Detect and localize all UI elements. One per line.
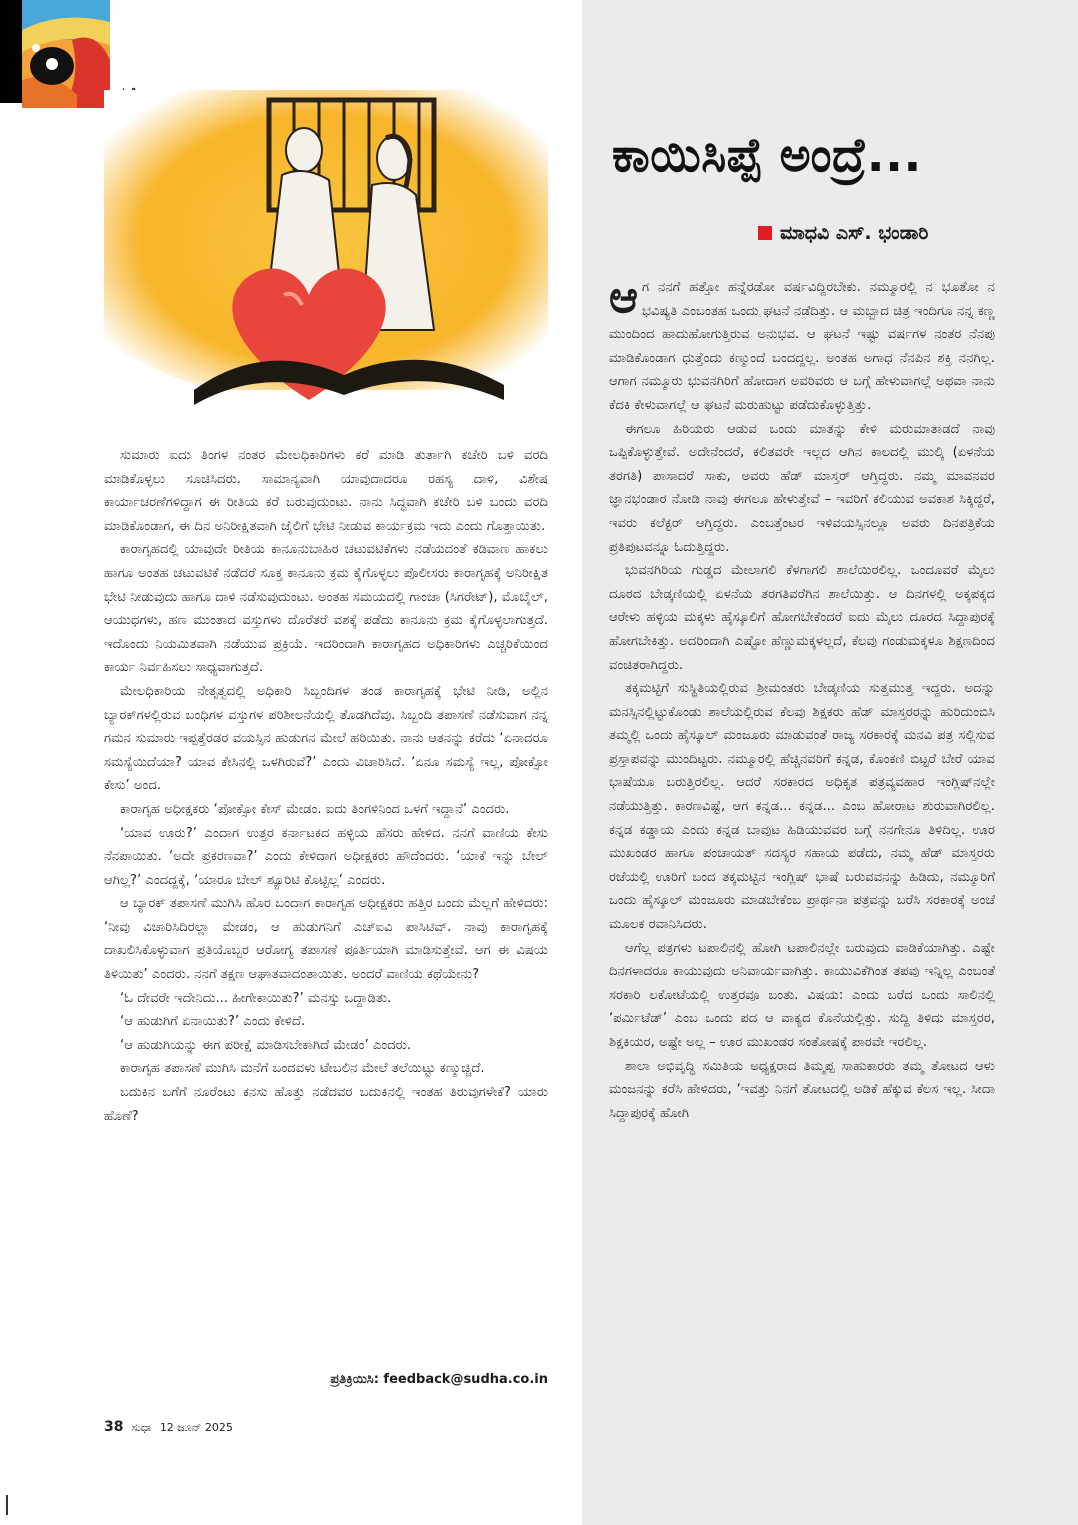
left-paragraph: ಬದುಕಿನ ಬಗೆಗೆ ನೂರೆಂಟು ಕನಸು ಹೊತ್ತು ನಡೆದವರ ಬದುಕಿನಲ್ಲಿ ಇಂತಹ ತಿರುವುಗಳೇಕೆ? ಯಾರು ಹೊಣೆ? (104, 1085, 548, 1124)
crop-mark (6, 1495, 8, 1515)
opening-paragraph (609, 272, 995, 418)
issue-date: 12 ಜೂನ್ 2025 (159, 1421, 233, 1434)
right-paragraph: ಈಗಲೂ ಹಿರಿಯರು ಆಡುವ ಒಂದು ಮಾತನ್ನು ಕೇಳಿ ಮರುಮಾತಾಡದೆ ನಾವು ಒಪ್ಪಿಕೊಳ್ಳುತ್ತೇವೆ. ಅದೇನೆಂದರೆ, ಕಲಿತವರೇ ಇಲ್ಲದ ಆಗಿನ ಕಾಲದಲ್ಲಿ ಮುಲ್ಕಿ (ಏಳನೆಯ ತರಗತಿ) ಪಾಸಾದರೆ ಸಾಕು, ಅವರು ಹೆಡ್ ಮಾಸ್ತರ್ ಆಗ್ತಿದ್ದರು. ನಮ್ಮ ಮಾವನವರ ಜ್ಞಾನಭಂಡಾರ ನೋಡಿ ನಾವು ಈಗಲೂ ಹೇಳುತ್ತೇವೆ – ಇವರಿಗೆ ಕಲಿಯುವ ಅವಕಾಶ ಸಿಕ್ಕಿದ್ದರೆ, ಇವರು ಕಲೆಕ್ಟರ್ ಆಗ್ತಿದ್ದರು. ಎಂಬತ್ತೆಂಟರ ಇಳಿವಯಸ್ಸಿನಲ್ಲೂ ಅವರು ದಿನಪತ್ರಿಕೆಯ ಪ್ರತಿಪುಟವನ್ನೂ ಓದುತ್ತಿದ್ದರು. (609, 421, 995, 555)
red-square-icon (758, 226, 772, 240)
left-paragraph: ಆ ಬ್ಯಾರಕ್ ತಪಾಸಣೆ ಮುಗಿಸಿ ಹೊರ ಬಂದಾಗ ಕಾರಾಗೃಹ ಅಧೀಕ್ಷಕರು ಹತ್ತಿರ ಬಂದು ಮೆಲ್ಲಗೆ ಹೇಳಿದರು: ‘ನೀವು ವಿಚಾರಿಸಿದಿರಲ್ಲಾ ಮೇಡಂ, ಆ ಹುಡುಗನಿಗೆ ಎಚ್‌ಐವಿ ಪಾಸಿಟಿವ್. ನಾವು ಕಾರಾಗೃಹಕ್ಕೆ ದಾಖಲಿಸಿಕೊಳ್ಳುವಾಗ ಪ್ರತಿಯೊಬ್ಬರ ಆರೋಗ್ಯ ತಪಾಸಣೆ ಪೂರ್ತಿಯಾಗಿ ಮಾಡಿಸುತ್ತೇವೆ. ಆಗ ಈ ವಿಷಯ ತಿಳಿಯಿತು’ ಎಂದರು. ನನಗೆ ತಕ್ಷಣ ಆಘಾತವಾದಂತಾಯಿತು. ಅಂದರೆ ವಾಣಿಯ ಕಥೆಯೇನು? (104, 896, 548, 983)
left-paragraph: ಕಾರಾಗೃಹದಲ್ಲಿ ಯಾವುದೇ ರೀತಿಯ ಕಾನೂನುಬಾಹಿರ ಚಟುವಟಿಕೆಗಳು ನಡೆಯದಂತೆ ಕಡಿವಾಣ ಹಾಕಲು ಹಾಗೂ ಅಂತಹ ಚಟುವಟಿಕೆ ನಡೆದರೆ ಸೂಕ್ತ ಕಾನೂನು ಕ್ರಮ ಕೈಗೊಳ್ಳಲು ಪೊಲೀಸರು ಕಾರಾಗೃಹಕ್ಕೆ ಅನಿರೀಕ್ಷಿತ ಭೇಟಿ ನೀಡುವುದು ಹಾಗೂ ದಾಳಿ ನಡೆಸುವುದುಂಟು. ಅಂತಹ ಸಮಯದಲ್ಲಿ ಗಾಂಜಾ (ಸಿಗರೇಟ್), ಮೊಬೈಲ್, ಆಯುಧಗಳು, ಹಣ ಮುಂತಾದ ವಸ್ತುಗಳು ದೊರೆತರೆ ವಶಕ್ಕೆ ಪಡೆದು ಕಾನೂನು ಕ್ರಮ ಕೈಗೊಳ್ಳಲಾಗುತ್ತದೆ. ಇದೊಂದು ನಿಯಮಿತವಾಗಿ ನಡೆಯುವ ಪ್ರಕ್ರಿಯೆ. ಇದರಿಂದಾಗಿ ಕಾರಾಗೃಹದ ಅಧಿಕಾರಿಗಳು ಎಚ್ಚರಿಕೆಯಿಂದ ಕಾರ್ಯ ನಿರ್ವಹಿಸಲು ಸಾಧ್ಯವಾಗುತ್ತದೆ. (104, 542, 548, 676)
left-paragraph: ‘ಯಾವ ಊರು?’ ಎಂದಾಗ ಉತ್ತರ ಕರ್ನಾಟಕದ ಹಳ್ಳಿಯ ಹೆಸರು ಹೇಳಿದ. ನನಗೆ ವಾಣಿಯ ಕೇಸು ನೆನಪಾಯಿತು. ‘ಅದೇ ಪ್ರಕರಣವಾ?’ ಎಂದು ಕೇಳಿದಾಗ ಅಧೀಕ್ಷಕರು ಹೌದೆಂದರು. ‘ಯಾಕೆ ಇನ್ನು ಬೇಲ್ ಆಗಿಲ್ಲ?’ ಎಂದದ್ದಕ್ಕೆ, ‘ಯಾರೂ ಬೇಲ್ ಶ್ಯೂರಿಟಿ ಕೊಟ್ಟಿಲ್ಲ’ ಎಂದರು. (104, 825, 548, 888)
left-paragraph: ‘ಆ ಹುಡುಗಿಯನ್ನು ಈಗ ಪರೀಕ್ಷೆ ಮಾಡಿಸಬೇಕಾಗಿದೆ ಮೇಡಂ’ ಎಂದರು. (120, 1037, 412, 1053)
section-logo (22, 0, 110, 108)
right-column (609, 272, 995, 1125)
opening-text: ಗ ನನಗೆ ಹತ್ತೋ ಹನ್ನೆರಡೋ ವರ್ಷವಿದ್ದಿರಬೇಕು. ನಮ್ಮೂರಲ್ಲಿ ನ ಭೂತೋ ನ ಭವಿಷ್ಯತಿ ಎಂಬಂತಹ ಒಂದು ಘಟನೆ ನಡೆದಿತ್ತು. ಆ ಮಬ್ಬಾದ ಚಿತ್ರ ಇಂದಿಗೂ ನನ್ನ ಕಣ್ಣ ಮುಂದಿಂದ ಹಾದುಹೋಗುತ್ತಿರುವ ಅನುಭವ. ಆ ಘಟನೆ ಇಷ್ಟು ವರ್ಷಗಳ ನಂತರ ನೆನಪು ಮಾಡಿಕೊಂಡಾಗ ಧುತ್ತೆಂದು ಕಣ್ಮುಂದೆ ಬಂದದ್ದಲ್ಲ. ಅಂತಹ ಅಗಾಧ ನೆನಪಿನ ಶಕ್ತಿ ನನಗಿಲ್ಲ. ಆಗಾಗ ನಮ್ಮೂರು ಭುವನಗಿರಿಗೆ ಹೋದಾಗ ಅವರಿವರು ಆ ಬಗ್ಗೆ ಹೇಳುವಾಗಲ್ಲೆ ಅಥವಾ ನಾನು ಕೆದಕಿ ಕೇಳುವಾಗಲ್ಲೆ ಆ ಘಟನೆ ಮರುಹುಟ್ಟು ಪಡೆದುಕೊಳ್ಳುತ್ತಿತ್ತು. (609, 280, 995, 413)
right-paragraph: ಭುವನಗಿರಿಯ ಗುಡ್ಡದ ಮೇಲಾಗಲಿ ಕೆಳಗಾಗಲಿ ಶಾಲೆಯಿರಲಿಲ್ಲ. ಒಂದೂವರೆ ಮೈಲು ದೂರದ ಬೇಡ್ಕಣಿಯಲ್ಲಿ ಏಳನೆಯ ತರಗತಿವರೆಗಿನ ಶಾಲೆಯಿತ್ತು. ಆ ದಿನಗಳಲ್ಲಿ ಅಕ್ಕಪಕ್ಕದ ಆರೇಳು ಹಳ್ಳಿಯ ಮಕ್ಕಳು ಹೈಸ್ಕೂಲಿಗೆ ಹೋಗಬೇಕೆಂದರೆ ಐದು ಮೈಲು ದೂರದ ಸಿದ್ದಾಪುರಕ್ಕೆ ಹೋಗಬೇಕಿತ್ತು. ಅದರಿಂದಾಗಿ ಎಷ್ಟೋ ಹೆಣ್ಣುಮಕ್ಕಳಲ್ಲದೆ, ಕೆಲವು ಗಂಡುಮಕ್ಕಳೂ ಶಿಕ್ಷಣದಿಂದ ವಂಚಿತರಾಗಿದ್ದರು. (609, 563, 995, 673)
left-paragraph: ಮೇಲಧಿಕಾರಿಯ ನೇತೃತ್ವದಲ್ಲಿ ಅಧಿಕಾರಿ ಸಿಬ್ಬಂದಿಗಳ ತಂಡ ಕಾರಾಗೃಹಕ್ಕೆ ಭೇಟಿ ನೀಡಿ, ಅಲ್ಲಿನ ಬ್ಯಾರಕ್‌ಗಳಲ್ಲಿರುವ ಬಂಧಿಗಳ ವಸ್ತುಗಳ ಪರಿಶೀಲನೆಯಲ್ಲಿ ತೊಡಗಿದೆವು. ಸಿಬ್ಬಂದಿ ತಪಾಸಣೆ ನಡೆಸುವಾಗ ನನ್ನ ಗಮನ ಸುಮಾರು ಇಪ್ಪತ್ತೆರಡರ ವಯಸ್ಸಿನ ಹುಡುಗನ ಮೇಲೆ ಹರಿಯಿತು. ನಾನು ಆತನನ್ನು ಕರೆದು ‘ಏನಾದರೂ ಸಮಸ್ಯೆಯಿದೆಯಾ? ಯಾವ ಕೇಸಿನಲ್ಲಿ ಒಳಗಿರುವೆ?’ ಎಂದು ವಿಚಾರಿಸಿದೆ. ‘ಏನೂ ಸಮಸ್ಯೆ ಇಲ್ಲ, ಪೋಕ್ಸೋ ಕೇಸು’ ಅಂದ. (104, 683, 548, 794)
right-paragraph: ತಕ್ಕಮಟ್ಟಿಗೆ ಸುಸ್ಥಿತಿಯಲ್ಲಿರುವ ಶ್ರೀಮಂತರು ಬೇಡ್ಕಣಿಯ ಸುತ್ತಮುತ್ತ ಇದ್ದರು. ಅದನ್ನು ಮನಸ್ಸಿನಲ್ಲಿಟ್ಟುಕೊಂಡು ಶಾಲೆಯಲ್ಲಿರುವ ಕೆಲವು ಶಿಕ್ಷಕರು ಹೆಡ್ ಮಾಸ್ತರರನ್ನು ಹುರಿದುಂಬಿಸಿ ತಮ್ಮಲ್ಲಿ ಒಂದು ಹೈಸ್ಕೂಲ್ ಮಂಜೂರು ಮಾಡುವಂತೆ ರಾಜ್ಯ ಸರಕಾರಕ್ಕೆ ಮನವಿ ಪತ್ರ ಸಲ್ಲಿಸುವ ಪ್ರಸ್ತಾಪವನ್ನು ಮುಂದಿಟ್ಟರು. ನಮ್ಮೂರಲ್ಲಿ ಹೆಚ್ಚಿನವರಿಗೆ ಕನ್ನಡ, ಕೊಂಕಣಿ ಬಿಟ್ಟರೆ ಬೇರೆ ಯಾವ ಭಾಷೆಯೂ ಬರುತ್ತಿರಲಿಲ್ಲ. ಆದರೆ ಸರಕಾರದ ಅಧಿಕೃತ ಪತ್ರವ್ಯವಹಾರ ಇಂಗ್ಲಿಷ್‌ನಲ್ಲೇ ನಡೆಯುತ್ತಿತ್ತು. ಕಾರಣವಿಷ್ಟೆ, ಆಗ ಕನ್ನಡ... ಕನ್ನಡ... ಎಂಬ ಹೋರಾಟ ಶುರುವಾಗಿರಲಿಲ್ಲ. ಕನ್ನಡ ಕಡ್ಡಾಯ ಎಂದು ಕನ್ನಡ ಬಾವುಟ ಹಿಡಿಯುವವರ ಬಗ್ಗೆ ನನಗೇನೂ ತಿಳಿದಿಲ್ಲ. ಊರ ಮುಖಂಡರ ಹಾಗೂ ಪಂಚಾಯತ್ ಸದಸ್ಯರ ಸಹಾಯ ಪಡೆದು, ನಮ್ಮ ಹೆಡ್ ಮಾಸ್ತರರು ರಜೆಯಲ್ಲಿ ಊರಿಗೆ ಬಂದ ತಕ್ಕಮಟ್ಟಿನ ಇಂಗ್ಲಿಷ್ ಭಾಷೆ ಬರುವವನನ್ನು ಹಿಡಿದು, ನಮ್ಮೂರಿಗೆ ಒಂದು ಹೈಸ್ಕೂಲ್ ಮಂಜೂರು ಮಾಡಬೇಕೆಂಬ ಪ್ರಾರ್ಥನಾ ಪತ್ರವನ್ನು ಬರೆಸಿ ಸರಕಾರಕ್ಕೆ ಅಂಚೆ ಮೂಲಕ ರವಾನಿಸಿದರು. (609, 681, 995, 933)
drop-cap: ಆ (609, 272, 639, 323)
left-paragraph: ‘ಓ ದೇವರೇ ಇದೇನಿದು... ಹೀಗೇಕಾಯಿತು?’ ಮನಸ್ಸು ಒದ್ದಾಡಿತು. (120, 990, 392, 1006)
page-number: 38 (104, 1419, 124, 1435)
author-byline (758, 222, 928, 244)
left-paragraph: ಕಾರಾಗೃಹ ಅಧೀಕ್ಷಕರು ‘ಪೋಕ್ಸೋ ಕೇಸ್ ಮೇಡಂ. ಐದು ತಿಂಗಳಿನಿಂದ ಒಳಗೆ ಇದ್ದಾನೆ’ ಎಂದರು. (120, 801, 510, 817)
right-paragraph: ಆಗೆಲ್ಲ ಪತ್ರಗಳು ಟಪಾಲಿನಲ್ಲಿ ಹೋಗಿ ಟಪಾಲಿನಲ್ಲೇ ಬರುವುದು ವಾಡಿಕೆಯಾಗಿತ್ತು. ಎಷ್ಟೇ ದಿನಗಳಾದರೂ ಕಾಯುವುದು ಅನಿವಾರ್ಯವಾಗಿತ್ತು. ಕಾಯುವಿಕೆಗಿಂತ ತಪವು ಇನ್ನಿಲ್ಲ ಎಂಬಂತೆ ಸರಕಾರಿ ಲಕೋಟೆಯಲ್ಲಿ ಉತ್ತರವೂ ಬಂತು. ವಿಷಯ: ಎಂದು ಬರೆದ ಒಂದು ಸಾಲಿನಲ್ಲಿ ‘ಪರ್ಮಿಟೆಡ್’ ಎಂಬ ಒಂದು ಪದ ಆ ವಾಕ್ಯದ ಕೊನೆಯಲ್ಲಿತ್ತು. ಸುದ್ದಿ ತಿಳಿದು ಮಾಸ್ತರರ, ಶಿಕ್ಷಕಿಯರ, ಅಷ್ಟೇ ಅಲ್ಲ – ಊರ ಮುಖಂಡರ ಸಂತೋಷಕ್ಕೆ ಪಾರವೇ ಇರಲಿಲ್ಲ. (609, 940, 995, 1050)
left-paragraph: ಕಾರಾಗೃಹ ತಪಾಸಣೆ ಮುಗಿಸಿ ಮನೆಗೆ ಬಂದವಳು ಟೇಬಲಿನ ಮೇಲೆ ತಲೆಯಿಟ್ಟು ಕಣ್ಮುಚ್ಚಿದೆ. (120, 1061, 485, 1077)
story-illustration (104, 90, 548, 415)
left-paragraph: ಸುಮಾರು ಐದು ತಿಂಗಳ ನಂತರ ಮೇಲಧಿಕಾರಿಗಳು ಕರೆ ಮಾಡಿ ತುರ್ತಾಗಿ ಕಚೇರಿ ಬಳಿ ವರದಿ ಮಾಡಿಕೊಳ್ಳಲು ಸೂಚಿಸಿದರು. ಸಾಮಾನ್ಯವಾಗಿ ಯಾವುದಾದರೂ ರಹಸ್ಯ ದಾಳಿ, ವಿಶೇಷ ಕಾರ್ಯಾಚರಣೆಗಳಿದ್ದಾಗ ಈ ರೀತಿಯ ಕರೆ ಬರುವುದುಂಟು. ನಾನು ಸಿದ್ಧವಾಗಿ ಕಚೇರಿ ಬಳಿ ಬಂದು ವರದಿ ಮಾಡಿಕೊಂಡಾಗ, ಈ ದಿನ ಅನಿರೀಕ್ಷಿತವಾಗಿ ಜೈಲಿಗೆ ಭೇಟಿ ನೀಡುವ ಕಾರ್ಯಕ್ರಮ ಇದು ಎಂದು ಗೊತ್ತಾಯಿತು. (104, 448, 548, 534)
left-paragraph: ‘ಆ ಹುಡುಗಿಗೆ ಏನಾಯಿತು?’ ಎಂದು ಕೇಳಿದೆ. (120, 1014, 306, 1030)
left-column (104, 444, 548, 1128)
right-paragraph: ಶಾಲಾ ಅಭಿವೃದ್ಧಿ ಸಮಿತಿಯ ಅಧ್ಯಕ್ಷರಾದ ತಿಮ್ಮಪ್ಪ ಸಾಹುಕಾರರು ತಮ್ಮ ತೋಟದ ಆಳು ಮಂಜನನ್ನು ಕರೆಸಿ ಹೇಳಿದರು, ‘ಇವತ್ತು ನಿನಗೆ ತೋಟದಲ್ಲಿ ಅಡಿಕೆ ಹೆಕ್ಕುವ ಕೆಲಸ ಇಲ್ಲ. ಸೀದಾ ಸಿದ್ದಾಪುರಕ್ಕೆ ಹೋಗಿ (609, 1058, 995, 1121)
magazine-name: ಸುಧಾ (131, 1421, 152, 1434)
section-tab (0, 0, 24, 103)
feedback-line: ಪ್ರತಿಕ್ರಿಯಿಸಿ: feedback@sudha.co.in (330, 1372, 548, 1387)
page-footer (104, 1419, 233, 1435)
story-title: ಕಾಯಿಸಿಪ್ಪೆ ಅಂದ್ರೆ... (612, 128, 922, 183)
author-name: ಮಾಧವಿ ಎಸ್. ಭಂಡಾರಿ (780, 222, 929, 244)
